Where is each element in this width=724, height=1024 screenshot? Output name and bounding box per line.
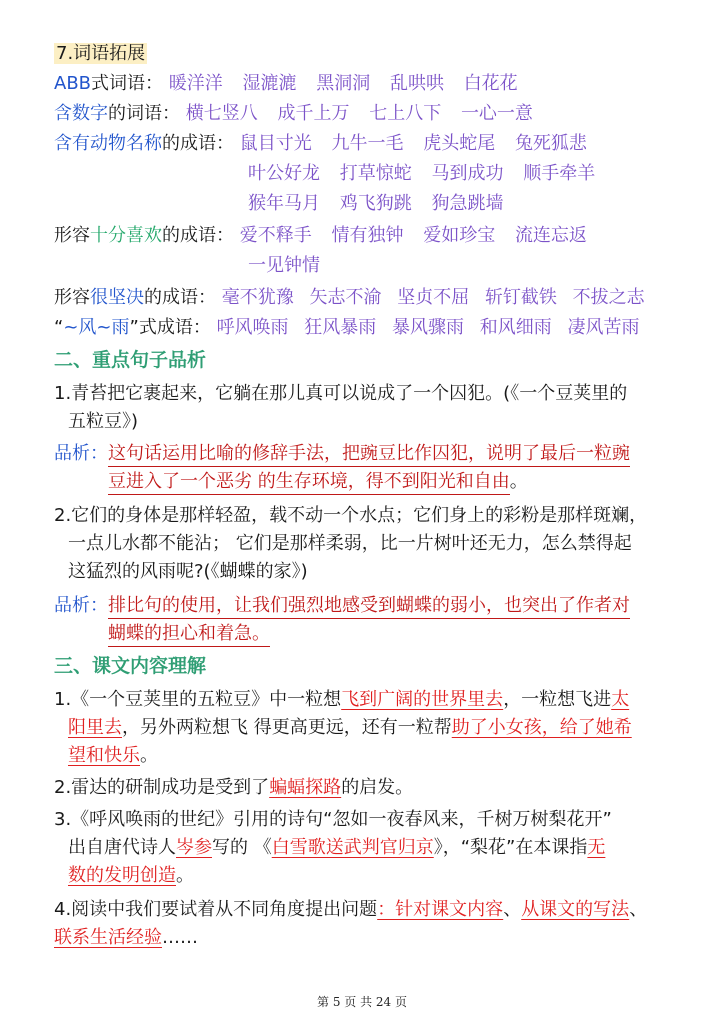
vocab-word: 打草惊蛇 [339, 163, 412, 184]
vocab-word: 七上八下 [369, 103, 442, 124]
numbers-label: 含数字 [54, 103, 108, 124]
section3-heading: 三、课文内容理解 [54, 655, 207, 677]
text: 》，“梨花”在本课指 [433, 837, 588, 858]
vocab-word: 兔死狐悲 [514, 133, 587, 154]
text: 。 [140, 745, 158, 766]
love-row-1 [54, 224, 678, 248]
vocab-word: 横七竖八 [185, 103, 258, 124]
vocab-word: 爱不释手 [239, 225, 312, 246]
text: 1.《一个豆荚里的五粒豆》中一粒想 [54, 689, 342, 710]
abb-label: ABB [54, 73, 92, 94]
s3-q1-line3 [68, 744, 678, 768]
vocab-word: 坚贞不屈 [397, 287, 470, 308]
analysis-text: 豆进入了一个恶劣 的生存环境，得不到阳光和自由 [108, 471, 510, 495]
wind-label-suffix: ”式成语： [129, 317, 211, 338]
vocab-word: 猴年马月 [248, 193, 320, 214]
abb-row [54, 72, 678, 96]
s3-q4-line1 [54, 898, 678, 922]
firm-label-suffix: 的成语： [144, 287, 216, 308]
love-row-2 [248, 254, 678, 278]
text: 、 [629, 899, 648, 920]
s3-q4-line2 [54, 926, 678, 950]
wind-label: ~风~雨 [63, 317, 130, 338]
vocab-word: 虎头蛇尾 [423, 133, 496, 154]
text: 出自唐代诗人 [68, 837, 176, 858]
vocab-word: 成千上万 [277, 103, 350, 124]
section2-heading: 二、重点句子品析 [54, 349, 207, 371]
abb-label-suffix: 式词语： [91, 73, 164, 94]
analysis-end: 。 [509, 471, 528, 492]
answer: 白雪歌送武判官归京 [271, 837, 434, 858]
analysis-text: 这句话运用比喻的修辞手法，把豌豆比作囚犯，说明了最后一粒豌 [108, 443, 630, 467]
vocab-word: 乱哄哄 [389, 73, 444, 94]
s3-q2 [54, 776, 678, 800]
vocab-word: 呼风唤雨 [216, 317, 289, 338]
vocab-word: 和风细雨 [479, 317, 552, 338]
vocab-word: 湿漉漉 [242, 73, 297, 94]
vocab-word: 爱如珍宝 [423, 225, 496, 246]
vocab-word: 一心一意 [460, 103, 533, 124]
s3-q3-line2 [68, 836, 678, 860]
vocab-word: 狗急跳墙 [431, 193, 504, 214]
text: 。 [176, 865, 194, 886]
page-number: 第 5 页 共 24 页 [317, 995, 407, 1009]
vocab-word: 鸡飞狗跳 [339, 193, 412, 214]
answer: 助了小女孩，给了她希 [451, 717, 632, 738]
animals-row-1 [54, 132, 678, 156]
vocab-word: 白花花 [463, 73, 518, 94]
vocab-word: 斩钉截铁 [484, 287, 557, 308]
text: 写的 《 [212, 837, 272, 858]
text: ，一粒想飞进 [503, 689, 612, 710]
s2-item2-line3: 这猛烈的风雨呢?(《蝴蝶的家》) [68, 561, 308, 582]
animals-row-2 [248, 162, 678, 186]
s2-analysis2-line2 [108, 622, 678, 646]
s2-analysis2-line1 [54, 594, 678, 618]
vocab-word: 情有独钟 [331, 225, 404, 246]
vocab-word: 马到成功 [431, 163, 504, 184]
answer: 无 [587, 837, 606, 858]
animals-row-3 [248, 192, 678, 216]
vocab-title-row [54, 42, 678, 66]
answer: 望和快乐 [68, 745, 140, 766]
vocab-word: 顺手牵羊 [523, 163, 596, 184]
numbers-label-suffix: 的词语： [108, 103, 180, 124]
vocab-word: 鼠目寸光 [239, 133, 312, 154]
love-label: 十分喜欢 [90, 225, 162, 246]
text: 3.《呼风唤雨的世纪》引用的诗句“忽如一夜春风来，千树万树梨花开” [54, 809, 612, 830]
answer: 阳里去 [68, 717, 122, 738]
answer: 岑参 [176, 837, 212, 858]
numbers-row [54, 102, 678, 126]
wind-row [54, 316, 678, 340]
vocab-word: 流连忘返 [514, 225, 587, 246]
answer: 从课文的写法 [521, 899, 630, 920]
vocab-word: 暖洋洋 [168, 73, 223, 94]
answer: 飞到广阔的世界里去 [341, 689, 504, 710]
analysis-text: 蝴蝶的担心和着急。 [108, 623, 270, 647]
answer: 太 [611, 689, 630, 710]
text: …… [162, 927, 198, 948]
s2-item2-line2: 一点儿水都不能沾； 它们是那样柔弱，比一片树叶还无力，怎么禁得起 [68, 533, 632, 554]
text: ，另外两粒想飞 得更高更远，还有一粒帮 [122, 717, 452, 738]
firm-row [54, 286, 678, 310]
text: 4.阅读中我们要试着从不同角度提出问题 [54, 899, 378, 920]
vocab-word: 叶公好龙 [248, 163, 320, 184]
vocab-word: 凄风苦雨 [567, 317, 640, 338]
firm-label: 很坚决 [90, 287, 144, 308]
s2-analysis1-line2 [108, 470, 678, 494]
s2-item1-line1: 1.青苔把它裹起来，它躺在那儿真可以说成了一个囚犯。(《一个豆荚里的 [54, 383, 628, 404]
analysis-label: 品析： [54, 595, 108, 616]
s2-analysis1-line1 [54, 442, 678, 466]
s3-q3-line3 [68, 864, 678, 888]
s3-q1-line2 [68, 716, 678, 740]
vocab-word: 毫不犹豫 [221, 287, 294, 308]
s2-item2-line1: 2.它们的身体是那样轻盈，载不动一个水点；它们身上的彩粉是那样斑斓， [54, 505, 648, 526]
vocab-word: 不拔之志 [572, 287, 645, 308]
answer: ：针对课文内容 [377, 899, 504, 920]
analysis-text: 排比句的使用，让我们强烈地感受到蝴蝶的弱小，也突出了作者对 [108, 595, 630, 619]
text: 、 [503, 899, 522, 920]
vocab-word: 矢志不渝 [309, 287, 382, 308]
vocab-word: 暴风骤雨 [392, 317, 465, 338]
animals-label-suffix: 的成语： [162, 133, 234, 154]
answer: 数的发明创造 [68, 865, 176, 886]
analysis-label: 品析： [54, 443, 108, 464]
firm-label-prefix: 形容 [54, 287, 90, 308]
love-label-suffix: 的成语： [162, 225, 234, 246]
animals-label: 含有动物名称 [54, 133, 162, 154]
text: 2.雷达的研制成功是受到了 [54, 777, 270, 798]
s3-q3-line1 [54, 808, 678, 832]
text: 的启发。 [341, 777, 414, 798]
s2-item1-line2: 五粒豆》) [68, 411, 139, 432]
wind-label-open: “ [54, 317, 64, 338]
vocab-title: 7.词语拓展 [56, 43, 146, 64]
answer: 蝙蝠探路 [269, 777, 342, 798]
s3-q1-line1 [54, 688, 678, 712]
vocab-word: 一见钟情 [248, 255, 320, 276]
answer: 联系生活经验 [54, 927, 162, 948]
vocab-word: 狂风暴雨 [304, 317, 377, 338]
love-label-prefix: 形容 [54, 225, 90, 246]
vocab-word: 黑洞洞 [316, 73, 371, 94]
vocab-word: 九牛一毛 [331, 133, 404, 154]
